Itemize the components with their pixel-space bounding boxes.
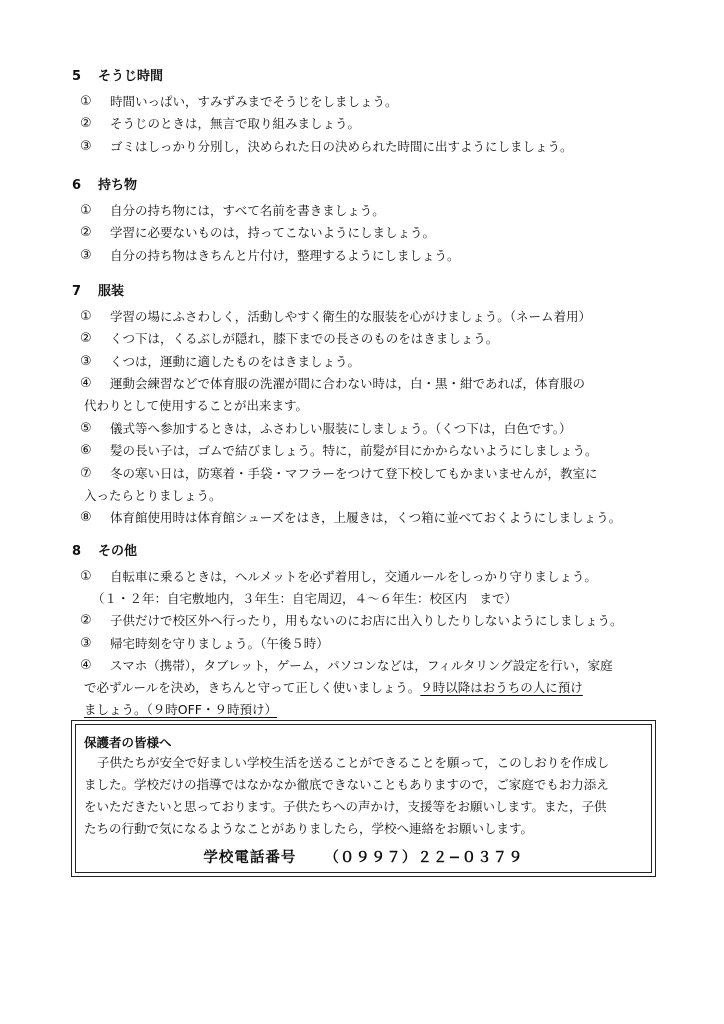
item-text: 髪の長い子は，ゴムで結びましょう。特に，前髪が目にかからないようにしましょう。: [110, 443, 598, 458]
item-mark: ③: [80, 138, 92, 154]
list-item: [72, 225, 672, 240]
item-mark: ③: [80, 353, 92, 369]
item-mark: ③: [80, 247, 92, 263]
section-title: [72, 543, 672, 561]
item-mark: ⑥: [80, 443, 92, 458]
list-item: [72, 569, 672, 606]
list-item: [72, 331, 672, 346]
section-clothing: [72, 283, 672, 525]
item-subnote: （１・２年：自宅敷地内，３年生：自宅周辺，４～６年生：校区内 まで）: [92, 590, 518, 606]
section-title-text: そうじ時間: [98, 69, 164, 84]
list-item: [72, 613, 672, 628]
item-text: スマホ（携帯），タブレット，ゲーム，パソコンなどは，フィルタリング設定を行い，家庭: [110, 658, 613, 673]
notice-line: 子供たちが安全で好ましい学校生活を送ることができることを願って，このしおりを作成し: [97, 755, 610, 770]
item-text: 自分の持ち物には，すべて名前を書きましょう。: [110, 202, 385, 218]
section-number: 5: [72, 69, 82, 84]
section-number: 7: [72, 284, 82, 299]
item-text-part: で必ずルールを決め，きちんと守って正しく使いましょう。: [84, 680, 421, 695]
list-item: [72, 203, 672, 218]
notice-line: ました。学校だけの指導ではなかなか徹底できないこともありますので，ご家庭でもお力添え: [84, 777, 609, 792]
item-text: ゴミはしっかり分別し，決められた日の決められた時間に出すようにしましょう。: [110, 138, 573, 154]
section-number: 8: [72, 544, 82, 559]
item-mark: ④: [80, 376, 92, 391]
list-item: [72, 443, 672, 458]
section-title: [72, 177, 672, 195]
section-number: 6: [72, 178, 82, 193]
item-mark: ③: [80, 635, 92, 651]
item-text: 帰宅時刻を守りましょう。（午後５時）: [110, 635, 329, 651]
list-item: [72, 116, 672, 131]
item-mark: ①: [80, 568, 92, 584]
phone-label: 学校電話番号: [203, 850, 297, 866]
notice-line: をいただきたいと思っております。子供たちへの声かけ，支援等をお願いします。また，子供: [84, 799, 607, 814]
phone-number: （０９９７）２２−０３７９: [324, 850, 524, 866]
list-item: [72, 139, 672, 154]
section-title-text: 持ち物: [98, 178, 138, 193]
item-mark: ④: [80, 658, 92, 673]
list-item: [72, 376, 672, 413]
item-mark: ②: [80, 331, 92, 346]
section-title: [72, 68, 672, 86]
list-item: [72, 466, 672, 503]
list-item: [72, 510, 672, 525]
notice-line: たちの行動で気になるようなことがありましたら，学校へ連絡をお願いします。: [84, 821, 534, 836]
item-text: 子供だけで校区外へ行ったり，用もないのにお店に出入りしたりしないようにしましょう。: [110, 613, 623, 628]
item-mark: ⑦: [80, 465, 92, 481]
section-other: [72, 543, 672, 717]
item-text: 体育館使用時は体育館シューズをはき，上履きは，くつ箱に並べておくようにしましょう。: [110, 510, 622, 525]
section-title-text: 服装: [98, 284, 125, 299]
item-mark: ⑧: [80, 510, 92, 525]
item-text-continued: [84, 680, 672, 695]
list-item: [72, 248, 672, 263]
list-item: [72, 94, 672, 109]
item-text-continued: 代わりとして使用することが出来ます。: [84, 398, 309, 413]
item-text: 自分の持ち物はきちんと片付け，整理するようにしましょう。: [110, 247, 460, 263]
underlined-text: ９時以降はおうちの人に預け: [420, 680, 583, 695]
section-cleaning: [72, 68, 672, 154]
item-text-continued: 入ったらとりましょう。: [84, 487, 222, 503]
section-belongings: [72, 177, 672, 263]
item-mark: ①: [80, 308, 92, 324]
item-text-continued: [84, 702, 672, 717]
section-title: [72, 283, 672, 301]
item-text: 学習に必要ないものは，持ってこないようにしましょう。: [110, 225, 436, 240]
item-text: くつ下は，くるぶしが隠れ，膝下までの長さのものをはきましょう。: [110, 331, 499, 346]
list-item: [72, 309, 672, 324]
list-item: [72, 658, 672, 717]
school-phone: [84, 846, 643, 867]
list-item: [72, 354, 672, 369]
item-mark: ①: [80, 93, 92, 109]
item-text: くつは，運動に適したものをはきましょう。: [110, 353, 361, 369]
item-text: 時間いっぱい，すみずみまでそうじをしましょう。: [110, 93, 398, 109]
notice-title: 保護者の皆様へ: [84, 735, 172, 750]
item-text: 儀式等へ参加するときは，ふさわしい服装にしましょう。（くつ下は，白色です。）: [110, 420, 572, 436]
parent-notice-inner: [75, 724, 652, 873]
underlined-text: ましょう。（９時OFF・９時預け）: [84, 702, 277, 717]
item-mark: ②: [80, 116, 92, 131]
item-mark: ②: [80, 613, 92, 628]
item-text: 自転車に乗るときは，ヘルメットを必ず着用し，交通ルールをしっかり守りましょう。: [110, 568, 597, 584]
item-mark: ①: [80, 202, 92, 218]
item-text: そうじのときは，無言で取り組みましょう。: [110, 116, 361, 131]
item-text: 冬の寒い日は，防寒着・手袋・マフラーをつけて登下校してもかまいませんが，教室に: [110, 465, 598, 481]
item-text: 運動会練習などで体育服の洗濯が間に合わない時は，白・黒・紺であれば，体育服の: [110, 376, 586, 391]
notice-body: [84, 755, 643, 836]
item-mark: ⑤: [80, 420, 92, 436]
parent-notice-box: [71, 720, 656, 877]
section-title-text: その他: [98, 544, 138, 559]
item-text: 学習の場にふさわしく，活動しやすく衛生的な服装を心がけましょう。（ネーム着用）: [110, 308, 592, 324]
list-item: [72, 636, 672, 651]
list-item: [72, 421, 672, 436]
item-mark: ②: [80, 225, 92, 240]
